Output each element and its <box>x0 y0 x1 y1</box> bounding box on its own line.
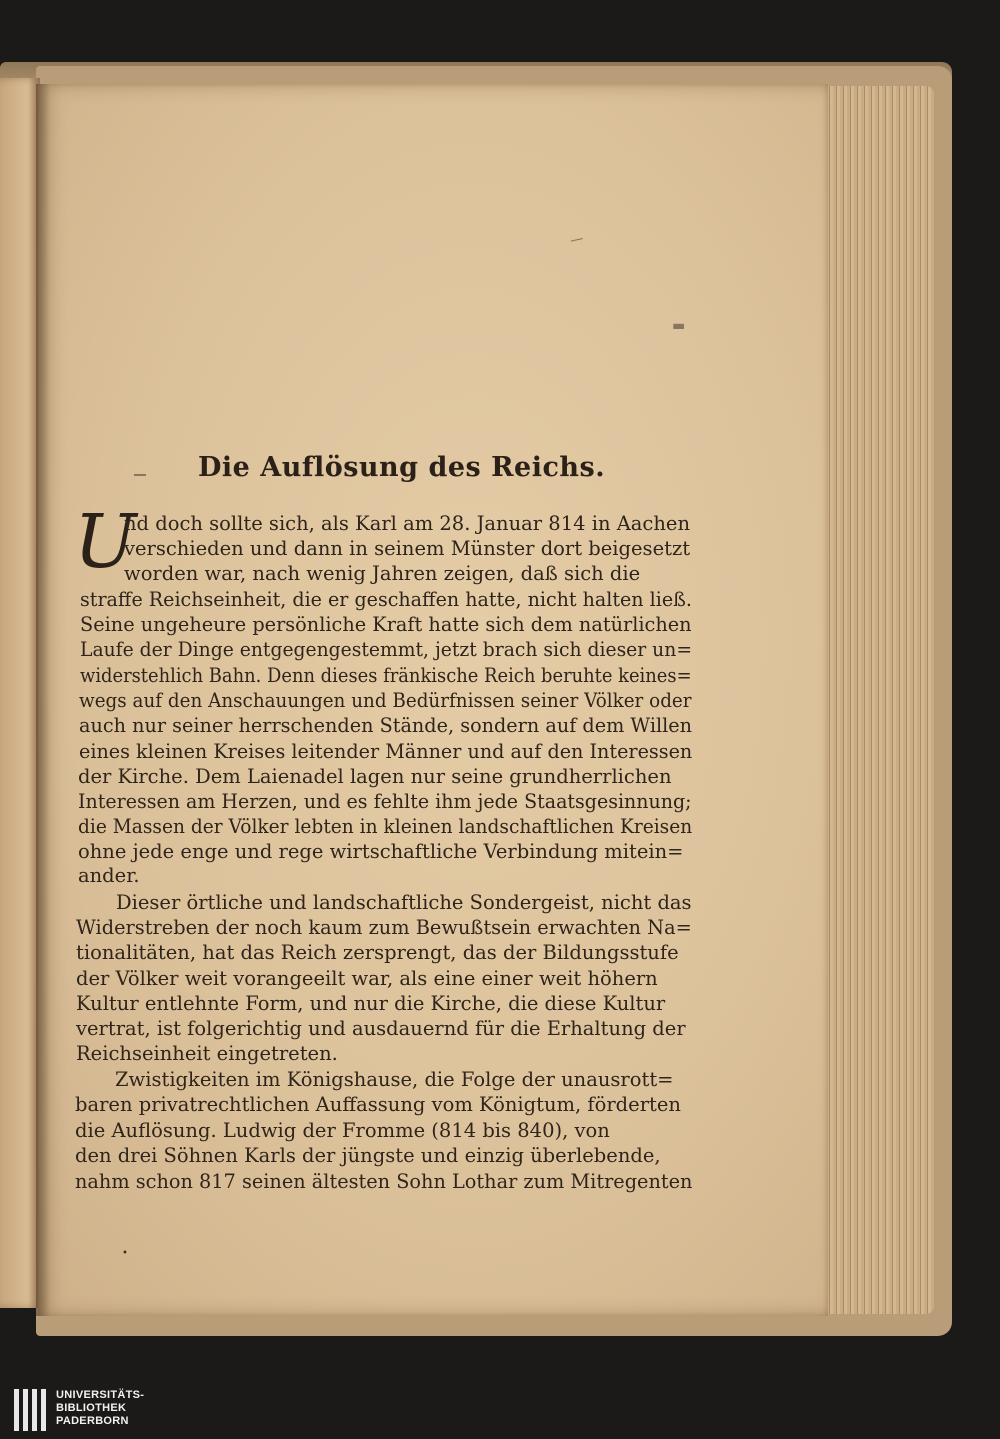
text-line: ander. <box>78 864 140 887</box>
page-mark: • <box>122 1248 128 1259</box>
text-line: nahm schon 817 seinen ältesten Sohn Lothar zum Mitregenten <box>75 1170 693 1193</box>
text-line: Interessen am Herzen, und es fehlte ihm jede Staatsgesinnung; <box>78 790 692 813</box>
text-line: vertrat, ist folgerichtig und ausdauernd für die Erhaltung der <box>76 1017 686 1040</box>
chapter-title: Die Auflösung des Reichs. <box>198 452 606 483</box>
text-line: worden war, nach wenig Jahren zeigen, daß sich die <box>124 562 641 585</box>
text-line: der Kirche. Dem Laienadel lagen nur seine grundherrlichen <box>78 765 672 788</box>
text-line: Widerstreben der noch kaum zum Bewußtsein erwachten Na= <box>76 916 692 939</box>
page-mark: ▬ <box>672 318 686 334</box>
text-line: Kultur entlehnte Form, und nur die Kirche, die diese Kultur <box>76 992 666 1015</box>
library-logo-text <box>56 1389 144 1428</box>
text-line: verschieden und dann in seinem Münster dort beigesetzt <box>124 537 691 560</box>
left-page-edge <box>0 78 40 1308</box>
library-logo <box>0 1383 200 1439</box>
text-line: Zwistigkeiten im Königshause, die Folge der unausrott= <box>115 1068 674 1091</box>
text-line: tionalitäten, hat das Reich zersprengt, das der Bildungsstufe <box>76 941 679 964</box>
text-line: ohne jede enge und rege wirtschaftliche Verbindung mitein= <box>78 840 684 863</box>
logo-line: PADERBORN <box>56 1415 129 1427</box>
text-line: widerstehlich Bahn. Denn dieses fränkische Reich beruhte keines= <box>80 664 692 687</box>
text-line: Reichseinheit eingetreten. <box>76 1042 338 1065</box>
page-mark: / <box>568 233 585 247</box>
text-line: die Auflösung. Ludwig der Fromme (814 bis 840), von <box>75 1119 610 1142</box>
text-line: den drei Söhnen Karls der jüngste und einzig überlebende, <box>75 1144 661 1167</box>
text-line: Seine ungeheure persönliche Kraft hatte sich dem natürlichen <box>80 613 692 636</box>
text-line: Dieser örtliche und landschaftliche Sondergeist, nicht das <box>116 891 692 914</box>
text-line: Laufe der Dinge entgegengestemmt, jetzt brach sich dieser un= <box>80 638 693 661</box>
text-line: eines kleinen Kreises leitender Männer und auf den Interessen <box>79 740 693 763</box>
text-line: baren privatrechtlichen Auffassung vom Königtum, förderten <box>75 1093 681 1116</box>
text-line: nd doch sollte sich, als Karl am 28. Januar 814 in Aachen <box>124 512 691 535</box>
spine-shadow <box>36 84 50 1316</box>
text-line: straffe Reichseinheit, die er geschaffen hatte, nicht halten ließ. <box>80 588 692 611</box>
logo-line: UNIVERSITÄTS- <box>56 1389 145 1401</box>
page-stack-edge <box>826 86 934 1314</box>
text-line: die Massen der Völker lebten in kleinen landschaftlichen Kreisen <box>78 815 693 838</box>
text-line: auch nur seiner herrschenden Stände, sondern auf dem Willen <box>79 714 693 737</box>
logo-line: BIBLIOTHEK <box>56 1402 127 1414</box>
text-line: wegs auf den Anschauungen und Bedürfnissen seiner Völker oder <box>79 689 692 712</box>
dropcap: U <box>74 499 137 585</box>
text-line: der Völker weit vorangeeilt war, als eine einer weit höhern <box>76 967 658 990</box>
title-dash <box>134 474 146 476</box>
library-logo-bars-icon <box>14 1389 50 1431</box>
